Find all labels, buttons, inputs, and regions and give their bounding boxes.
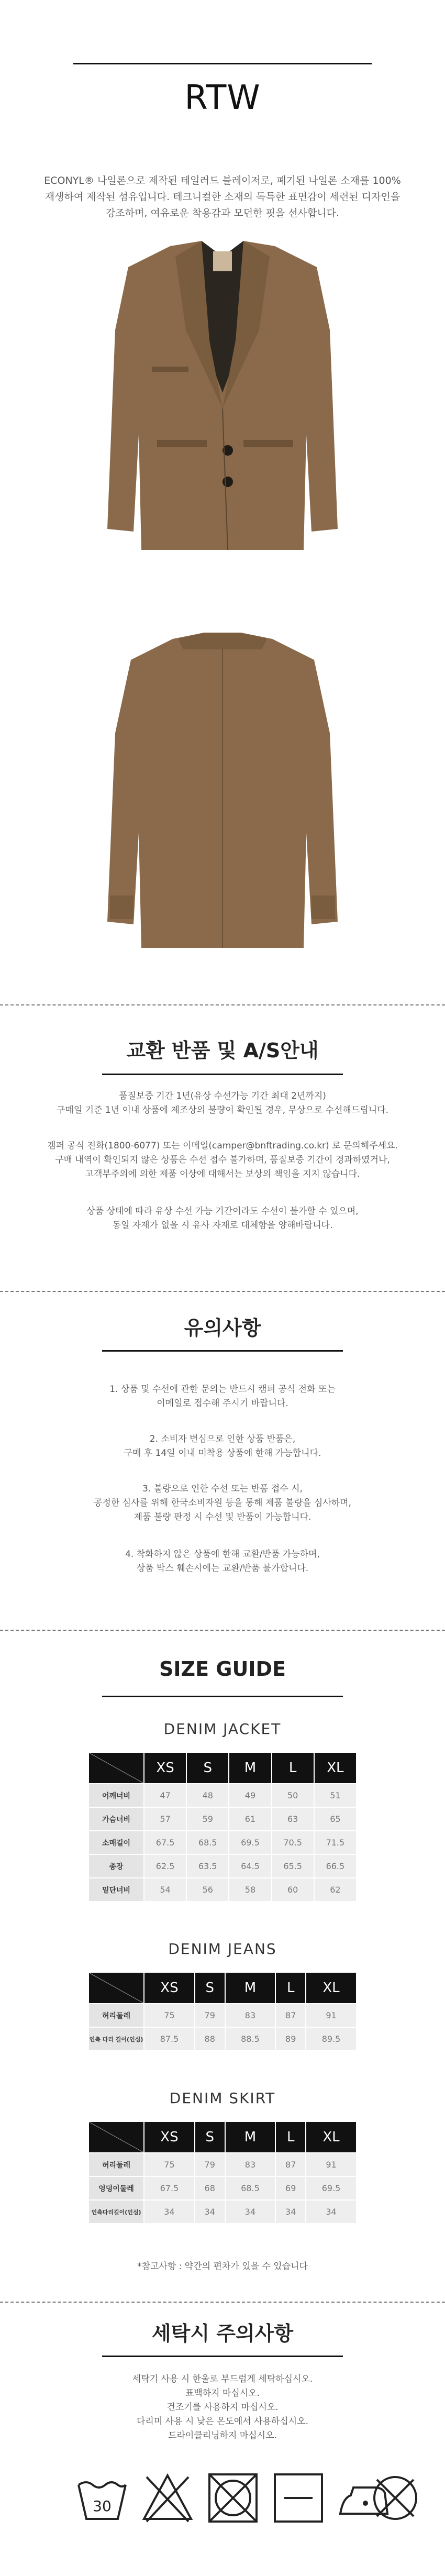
table-corner [88, 2121, 144, 2153]
no-bleach-icon [139, 2469, 196, 2527]
row-label: 허리둘레 [88, 2153, 144, 2176]
table-row [88, 1807, 357, 1831]
jacket-table-title: DENIM JACKET [163, 1720, 282, 1738]
exchange-block-3: 상품 상태에 따라 유상 수선 가능 기간이라도 수선이 불가할 수 있으며, 동일 자재가 없을 시 유사 자재로 대체함을 양해바랍니다. [86, 1206, 359, 1231]
table-cell: 83 [225, 2153, 276, 2176]
no-tumble-dry-icon [204, 2469, 262, 2527]
row-label: 어깨너비 [88, 1784, 144, 1807]
wash-temp-label: 30 [93, 2497, 112, 2515]
table-row [88, 2004, 357, 2027]
table-cell: 69.5 [306, 2176, 357, 2200]
table-cell: 61 [229, 1807, 271, 1831]
table-row [88, 1784, 357, 1807]
top-rule [73, 63, 372, 64]
size-header-row [88, 1752, 357, 1784]
jeans-table-title: DENIM JEANS [168, 1940, 277, 1958]
exchange-heading: 교환 반품 및 A/S안내 [126, 1039, 319, 1062]
wash-heading: 세탁시 주의사항 [151, 2322, 294, 2345]
page-title: RTW [184, 79, 261, 117]
table-row [88, 1878, 357, 1901]
table-cell: 56 [186, 1878, 229, 1901]
table-cell: 66.5 [314, 1854, 357, 1878]
size-header: XL [306, 2121, 357, 2153]
dry-flat-icon [270, 2469, 327, 2527]
table-cell: 67.5 [144, 2176, 195, 2200]
table-cell: 89.5 [306, 2027, 357, 2051]
table-row [88, 1854, 357, 1878]
table-corner [88, 1972, 144, 2004]
caution-item-4: 4. 착화하지 않은 상품에 한해 교환/반품 가능하며, 상품 박스 훼손시에는 교환/반품 불가합니다. [125, 1549, 320, 1574]
table-cell: 91 [306, 2153, 357, 2176]
row-label: 엉덩이둘레 [88, 2176, 144, 2200]
table-cell: 34 [306, 2200, 357, 2224]
size-header: M [229, 1752, 271, 1784]
size-header: S [195, 1972, 225, 2004]
caution-rule [102, 1350, 343, 1352]
size-header: S [186, 1752, 229, 1784]
table-cell: 64.5 [229, 1854, 271, 1878]
exchange-block-2: 캠퍼 공식 전화(1800-6077) 또는 이메일(camper@bnftrading.co.kr) 로 문의해주세요. 구매 내역이 확인되지 않은 상품은 수선 접수 불가하며, 품질보증 기간이 경과하였거나, 고객부주의에 의한 제품 이상에 대해서는 보상의 책임을 지지 않습니다. [47, 1141, 398, 1179]
table-cell: 57 [144, 1807, 186, 1831]
size-header-row [88, 2121, 357, 2153]
table-row [88, 1831, 357, 1854]
table-row [88, 2027, 357, 2051]
table-cell: 48 [186, 1784, 229, 1807]
size-header: M [225, 2121, 276, 2153]
table-cell: 83 [225, 2004, 276, 2027]
table-cell: 87 [275, 2004, 306, 2027]
size-header: M [225, 1972, 276, 2004]
table-cell: 87 [275, 2153, 306, 2176]
caution-item-1: 1. 상품 및 수선에 관한 문의는 반드시 캠퍼 공식 전화 또는 이메일로 접수해 주시기 바랍니다. [109, 1384, 336, 1409]
skirt-size-table [88, 2121, 357, 2224]
table-row [88, 2153, 357, 2176]
row-label: 인측 다리 길이(인심) [88, 2027, 144, 2051]
table-cell: 68.5 [225, 2176, 276, 2200]
table-cell: 75 [144, 2004, 195, 2027]
size-guide-rule [102, 1696, 343, 1697]
table-cell: 54 [144, 1878, 186, 1901]
table-cell: 34 [275, 2200, 306, 2224]
table-cell: 79 [195, 2153, 225, 2176]
wash-30-icon [73, 2469, 131, 2527]
table-cell: 67.5 [144, 1831, 186, 1854]
exchange-block-1: 품질보증 기간 1년(유상 수선가능 기간 최대 2년까지) 구매일 기준 1년 이내 상품에 제조상의 불량이 확인될 경우, 무상으로 수선해드립니다. [56, 1091, 388, 1115]
size-note: *참고사항 : 약간의 편차가 있을 수 있습니다 [137, 2261, 308, 2272]
table-cell: 88 [195, 2027, 225, 2051]
table-cell: 59 [186, 1807, 229, 1831]
table-row [88, 2176, 357, 2200]
caution-item-2: 2. 소비자 변심으로 인한 상품 반품은, 구매 후 14일 이내 미착용 상품에 한해 가능합니다. [124, 1434, 321, 1458]
table-cell: 69 [275, 2176, 306, 2200]
table-cell: 69.5 [229, 1831, 271, 1854]
divider [0, 1004, 445, 1005]
table-cell: 63.5 [186, 1854, 229, 1878]
jacket-front-image [97, 236, 348, 560]
table-cell: 63 [272, 1807, 314, 1831]
table-cell: 91 [306, 2004, 357, 2027]
row-label: 허리둘레 [88, 2004, 144, 2027]
row-label: 소매길이 [88, 1831, 144, 1854]
table-cell: 79 [195, 2004, 225, 2027]
size-header: XL [314, 1752, 357, 1784]
table-cell: 49 [229, 1784, 271, 1807]
table-row [88, 2200, 357, 2224]
table-cell: 34 [144, 2200, 195, 2224]
wash-instructions: 세탁기 사용 시 한울로 부드럽게 세탁하십시오. 표백하지 마십시오. 건조기를 사용하지 마십시오. 다리미 사용 시 낮은 온도에서 사용하십시오. 드라이클리닝하지 마십시오. [132, 2374, 313, 2441]
table-corner [88, 1752, 144, 1784]
table-cell: 65.5 [272, 1854, 314, 1878]
table-cell: 68 [195, 2176, 225, 2200]
table-cell: 60 [272, 1878, 314, 1901]
no-dry-clean-icon [366, 2469, 424, 2527]
table-cell: 68.5 [186, 1831, 229, 1854]
table-cell: 34 [195, 2200, 225, 2224]
table-cell: 87.5 [144, 2027, 195, 2051]
size-header: L [275, 1972, 306, 2004]
divider [0, 2302, 445, 2303]
size-header: XS [144, 2121, 195, 2153]
caution-heading: 유의사항 [184, 1317, 261, 1340]
size-header: XS [144, 1972, 195, 2004]
size-header: XL [306, 1972, 357, 2004]
row-label: 밑단너비 [88, 1878, 144, 1901]
product-description: ECONYL® 나일론으로 제작된 테일러드 블레이저로, 폐기된 나일론 소재를 100% 재생하여 제작된 섬유입니다. 테크니컬한 소재의 독특한 표면감이 세련된 디자인을 강조하며, 여유로운 착용감과 모던한 핏을 선사합니다. [44, 175, 401, 219]
jacket-back-image [99, 628, 346, 953]
size-header: XS [144, 1752, 186, 1784]
exchange-rule [102, 1074, 343, 1075]
table-cell: 50 [272, 1784, 314, 1807]
size-header: L [275, 2121, 306, 2153]
row-label: 가슴너비 [88, 1807, 144, 1831]
table-cell: 75 [144, 2153, 195, 2176]
row-label: 인측다리길이(인심) [88, 2200, 144, 2224]
size-guide-heading: SIZE GUIDE [159, 1657, 286, 1681]
divider [0, 1630, 445, 1631]
jeans-size-table [88, 1972, 357, 2051]
size-header-row [88, 1972, 357, 2004]
wash-rule [102, 2356, 343, 2357]
caution-item-3: 3. 불량으로 인한 수선 또는 반품 접수 시, 공정한 심사를 위해 한국소비자원 등을 통해 제품 불량을 심사하며, 제품 불량 판정 시 수선 및 반품이 가능합니다. [93, 1484, 352, 1522]
table-cell: 58 [229, 1878, 271, 1901]
table-cell: 62.5 [144, 1854, 186, 1878]
table-cell: 62 [314, 1878, 357, 1901]
divider [0, 1291, 445, 1292]
jacket-size-table [88, 1752, 357, 1902]
size-header: S [195, 2121, 225, 2153]
row-label: 총장 [88, 1854, 144, 1878]
table-cell: 47 [144, 1784, 186, 1807]
table-cell: 34 [225, 2200, 276, 2224]
table-cell: 89 [275, 2027, 306, 2051]
table-cell: 51 [314, 1784, 357, 1807]
skirt-table-title: DENIM SKIRT [169, 2089, 276, 2107]
table-cell: 65 [314, 1807, 357, 1831]
table-cell: 70.5 [272, 1831, 314, 1854]
table-cell: 71.5 [314, 1831, 357, 1854]
size-header: L [272, 1752, 314, 1784]
table-cell: 88.5 [225, 2027, 276, 2051]
